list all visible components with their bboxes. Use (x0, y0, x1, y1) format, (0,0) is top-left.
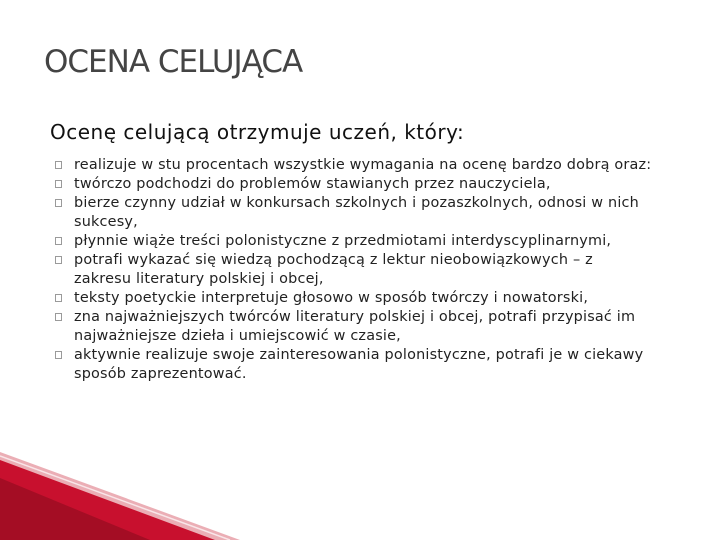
square-bullet-icon (55, 294, 62, 302)
list-item-text: teksty poetyckie interpretuje głosowo w sposób twórczy i nowatorski, (74, 290, 589, 306)
list-item (52, 346, 652, 384)
square-bullet-icon (55, 180, 62, 188)
slide-title: OCENA CELUJĄCA (44, 44, 303, 80)
decor-wedge-dark (0, 460, 215, 540)
lead-text: Ocenę celującą otrzymuje uczeń, który: (50, 120, 465, 144)
square-bullet-icon (55, 256, 62, 264)
list-item-text: bierze czynny udział w konkursach szkolnych i pozaszkolnych, odnosi w nich sukcesy, (74, 195, 639, 230)
square-bullet-icon (55, 313, 62, 321)
list-item (52, 156, 652, 175)
list-item (52, 251, 652, 289)
decor-line (0, 456, 230, 540)
list-item-text: realizuje w stu procentach wszystkie wymagania na ocenę bardzo dobrą oraz: (74, 157, 652, 173)
list-item (52, 232, 652, 251)
square-bullet-icon (55, 199, 62, 207)
criteria-list (52, 156, 652, 384)
list-item-text: zna najważniejszych twórców literatury polskiej i obcej, potrafi przypisać im najważniejsze dzieła i umiejscowić w czasie, (74, 309, 636, 344)
list-item-text: płynnie wiąże treści polonistyczne z przedmiotami interdyscyplinarnymi, (74, 233, 612, 249)
list-item-text: aktywnie realizuje swoje zainteresowania polonistyczne, potrafi je w ciekawy sposób zaprezentować. (74, 347, 644, 382)
list-item-text: potrafi wykazać się wiedzą pochodzącą z lektur nieobowiązkowych – z zakresu literatury polskiej i obcej, (74, 252, 593, 287)
decor-wedge-highlight (0, 478, 150, 540)
list-item (52, 289, 652, 308)
square-bullet-icon (55, 161, 62, 169)
list-item-text: twórczo podchodzi do problemów stawianych przez nauczyciela, (74, 176, 551, 192)
list-item (52, 308, 652, 346)
square-bullet-icon (55, 351, 62, 359)
list-item (52, 194, 652, 232)
square-bullet-icon (55, 237, 62, 245)
list-item (52, 175, 652, 194)
decor-wedge-light (0, 452, 240, 540)
